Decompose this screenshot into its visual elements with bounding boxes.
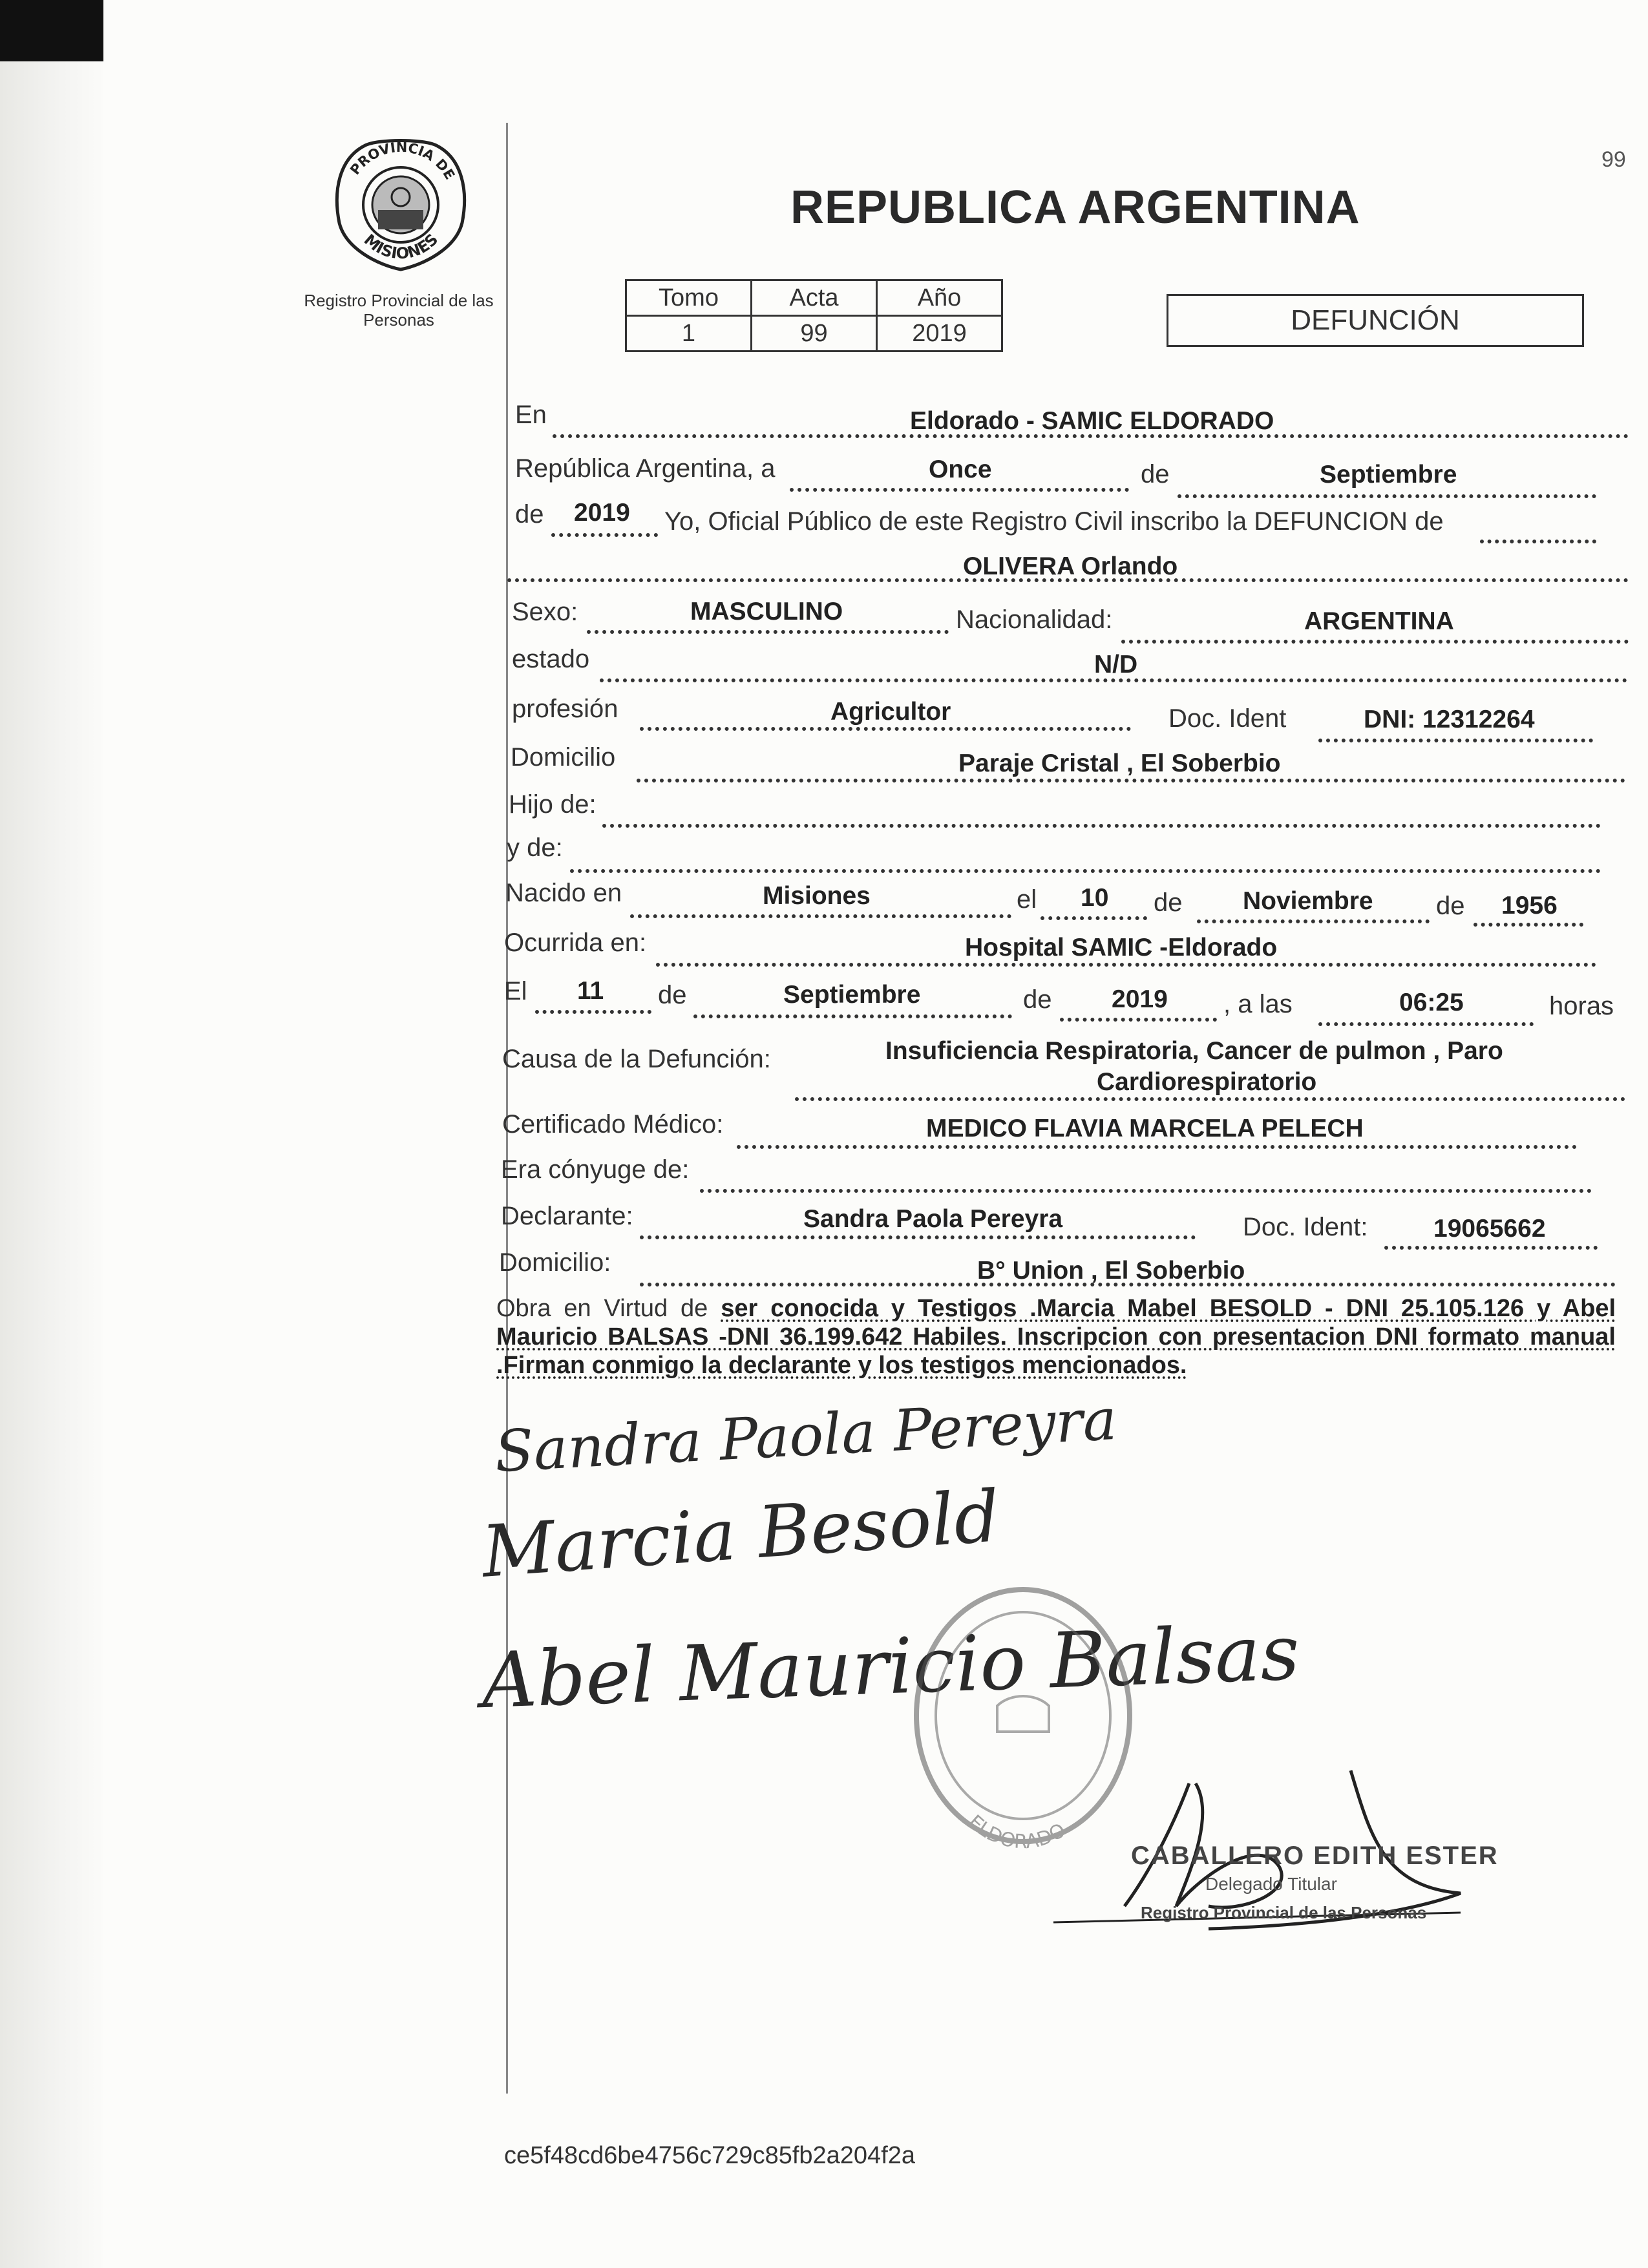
sexo-label: Sexo:	[512, 598, 578, 626]
tomo-value: 1	[626, 316, 752, 352]
sexo-dotted-line	[587, 630, 949, 634]
registry-name: Registro Provincial de las Personas	[304, 291, 494, 330]
declarante-label: Declarante:	[501, 1202, 633, 1230]
domicilio2-value: B° Union , El Soberbio	[977, 1257, 1245, 1285]
death-month: Septiembre	[783, 981, 921, 1009]
birth-day-dotted-line	[1041, 916, 1147, 920]
nacido-label: Nacido en	[505, 879, 622, 907]
conyuge-label: Era cónyuge de:	[501, 1155, 690, 1184]
doc-ident2-dotted-line	[1384, 1246, 1598, 1250]
inscribo-dotted-line	[1480, 540, 1596, 543]
scan-shadow	[0, 0, 103, 61]
acta-value: 99	[752, 316, 877, 352]
obra-en-virtud-paragraph	[496, 1294, 1616, 1380]
nacionalidad-dotted-line	[1121, 640, 1629, 644]
causa-label: Causa de la Defunción:	[502, 1045, 771, 1073]
nacionalidad-label: Nacionalidad:	[956, 605, 1113, 634]
ocurrida-dotted-line	[656, 963, 1596, 967]
birth-year-dotted-line	[1474, 923, 1583, 927]
death-year-dotted-line	[1060, 1018, 1217, 1022]
death-month-dotted-line	[693, 1014, 1012, 1018]
death-day: 11	[577, 977, 604, 1005]
profesion-value: Agricultor	[830, 698, 951, 726]
document-type-box: DEFUNCIÓN	[1167, 294, 1584, 347]
domicilio-label: Domicilio	[511, 743, 616, 772]
ocurrida-label: Ocurrida en:	[504, 929, 647, 957]
birth-month: Noviembre	[1243, 887, 1373, 915]
certificado-label: Certificado Médico:	[502, 1110, 724, 1139]
page-number: 99	[1601, 147, 1626, 172]
nacido-value: Misiones	[763, 882, 871, 910]
record-number-table	[625, 279, 1003, 352]
record-table-header-row	[626, 280, 1002, 316]
signature-declarante: Sandra Paola Pereyra	[492, 1385, 1119, 1486]
de-label-2: de	[515, 500, 544, 529]
obra-value: ser conocida y Testigos .Marcia Mabel BESOLD - DNI 25.105.126 y Abel Mauricio BALSAS -DNI 36.199.642 Habiles. Inscripcion con presentacion DNI formato manual .Firman conmigo la declarante y los testigos mencionados.	[496, 1295, 1616, 1379]
nacionalidad-value: ARGENTINA	[1304, 607, 1454, 635]
svg-text:MISIONES: MISIONES	[360, 230, 442, 263]
svg-text:PROVINCIA DE: PROVINCIA DE	[347, 139, 458, 183]
doc-ident2-label: Doc. Ident:	[1243, 1213, 1368, 1241]
record-day-word: Once	[929, 456, 992, 483]
estado-value: N/D	[1094, 651, 1138, 678]
causa-value-line-1: Insuficiencia Respiratoria, Cancer de pulmon , Paro	[885, 1037, 1503, 1065]
anio-value: 2019	[877, 316, 1002, 352]
signature-witness-1: Marcia Besold	[479, 1475, 1002, 1593]
el-label: el	[1017, 885, 1037, 914]
de-label-6: de	[1023, 985, 1052, 1014]
declarante-dotted-line	[640, 1235, 1196, 1239]
de-label-3: de	[1154, 888, 1183, 917]
declarante-value: Sandra Paola Pereyra	[803, 1205, 1063, 1233]
official-stamp-name: CABALLERO EDITH ESTER	[1131, 1842, 1499, 1870]
tomo-header: Tomo	[626, 280, 752, 316]
death-day-dotted-line	[535, 1010, 651, 1014]
nacido-dotted-line	[630, 914, 1011, 918]
record-month: Septiembre	[1320, 461, 1457, 488]
province-seal-icon	[326, 132, 475, 275]
profesion-label: profesión	[512, 695, 618, 723]
birth-year: 1956	[1501, 892, 1558, 919]
official-stamp-org: Registro Provincial de las Personas	[1141, 1903, 1427, 1922]
birth-month-dotted-line	[1197, 919, 1430, 923]
y-de-dotted-line	[570, 869, 1601, 873]
el-cap-label: El	[504, 977, 527, 1005]
inscribo-text: Yo, Oficial Público de este Registro Civil inscribo la DEFUNCION de	[664, 507, 1444, 536]
page-title: REPUBLICA ARGENTINA	[790, 182, 1360, 233]
year-dotted-line	[551, 533, 658, 537]
certificado-value: MEDICO FLAVIA MARCELA PELECH	[926, 1115, 1364, 1142]
y-de-label: y de:	[507, 834, 563, 862]
signature-witness-2: Abel Mauricio Balsas	[480, 1607, 1301, 1726]
domicilio-value: Paraje Cristal , El Soberbio	[958, 750, 1281, 777]
causa-dotted-line	[795, 1097, 1625, 1101]
place-of-record: Eldorado - SAMIC ELDORADO	[910, 407, 1274, 435]
month-dotted-line	[1178, 494, 1596, 498]
birth-day: 10	[1081, 884, 1109, 912]
republica-label: República Argentina, a	[515, 454, 776, 483]
doc-ident-value: DNI: 12312264	[1364, 706, 1535, 733]
doc-ident-dotted-line	[1318, 739, 1593, 742]
ocurrida-value: Hospital SAMIC -Eldorado	[965, 934, 1278, 961]
doc-ident2-value: 19065662	[1433, 1215, 1546, 1243]
causa-value-line-2: Cardiorespiratorio	[1097, 1068, 1317, 1096]
record-table-value-row	[626, 316, 1002, 352]
doc-ident-label: Doc. Ident	[1168, 704, 1287, 733]
death-time: 06:25	[1399, 989, 1464, 1016]
certificado-dotted-line	[737, 1145, 1577, 1149]
a-las-label: , a las	[1223, 990, 1293, 1018]
obra-label: Obra en Virtud de	[496, 1295, 708, 1322]
record-year: 2019	[574, 499, 630, 527]
estado-label: estado	[512, 645, 590, 673]
form-margin-line	[506, 123, 508, 2094]
de-label-4: de	[1436, 892, 1465, 920]
sexo-value: MASCULINO	[690, 598, 843, 625]
hijo-label: Hijo de:	[509, 790, 597, 819]
anio-header: Año	[877, 280, 1002, 316]
horas-label: horas	[1549, 992, 1614, 1020]
document-hash: ce5f48cd6be4756c729c85fb2a204f2a	[504, 2142, 916, 2169]
en-label: En	[515, 401, 547, 429]
death-time-dotted-line	[1318, 1022, 1534, 1026]
svg-text:ELDORADO: ELDORADO	[964, 1811, 1070, 1854]
domicilio-dotted-line	[637, 779, 1625, 782]
domicilio2-label: Domicilio:	[499, 1248, 611, 1277]
day-dotted-line	[790, 488, 1129, 492]
conyuge-dotted-line	[700, 1189, 1592, 1193]
official-stamp-role: Delegado Titular	[1205, 1874, 1337, 1894]
profesion-dotted-line	[640, 727, 1131, 731]
hijo-dotted-line	[602, 824, 1601, 828]
left-paper-edge	[0, 0, 103, 2268]
deceased-name: OLIVERA Orlando	[963, 552, 1178, 580]
death-year: 2019	[1112, 985, 1168, 1013]
de-label-5: de	[658, 981, 687, 1009]
de-label-1: de	[1141, 460, 1170, 488]
acta-header: Acta	[752, 280, 877, 316]
